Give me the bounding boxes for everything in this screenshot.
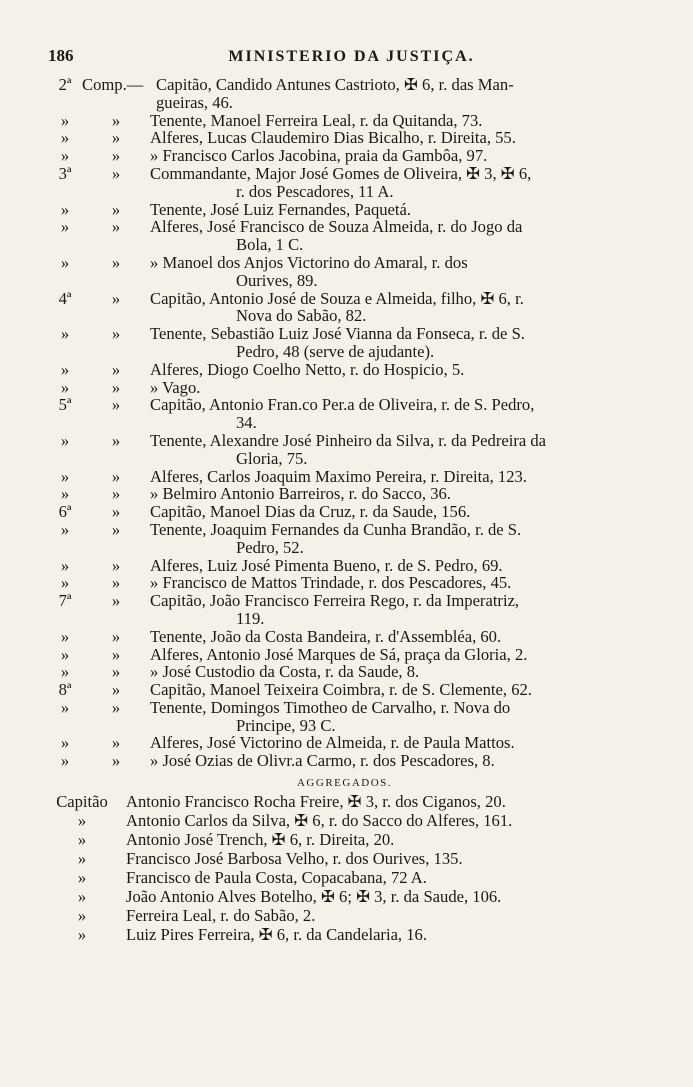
entry-continuation: Pedro, 52. — [236, 537, 304, 557]
company-marker: » — [111, 217, 121, 237]
officer-entry — [150, 379, 641, 397]
entry-continuation: Bola, 1 C. — [236, 235, 304, 255]
company-marker: » — [111, 146, 121, 166]
list-item — [48, 681, 641, 699]
rank-label: » — [77, 849, 87, 869]
entry-text: » Belmiro Antonio Barreiros, r. do Sacco, 36. — [150, 484, 451, 504]
entry-continuation: 34. — [236, 413, 257, 433]
entry-text: Tenente, Joaquim Fernandes da Cunha Brandão, r. de S. — [150, 519, 522, 539]
rank-label: » — [77, 924, 87, 944]
company-number: 2ª — [58, 75, 72, 94]
company-marker: » — [111, 662, 121, 682]
entry-text: » Francisco Carlos Jacobina, praia da Gambôa, 97. — [150, 146, 488, 166]
list-item — [48, 468, 641, 486]
officer-entry — [150, 290, 641, 326]
running-head: MINISTERIO DA JUSTIÇA. — [228, 48, 475, 65]
company-marker: » — [111, 502, 121, 522]
rank-label: » — [77, 811, 87, 831]
list-item — [48, 646, 641, 664]
officer-entry — [150, 325, 641, 361]
company-marker: » — [111, 359, 121, 379]
officer-entry — [150, 752, 641, 770]
entry-text: » Manoel dos Anjos Victorino do Amaral, r. dos — [150, 252, 468, 272]
page-header — [48, 46, 641, 72]
entry-text: Capitão, Manoel Dias da Cruz, r. da Saude, 156. — [150, 502, 471, 522]
entry-continuation: Ourives, 89. — [236, 270, 318, 290]
officer-entry: Antonio José Trench, ✠ 6, r. Direita, 20. — [126, 830, 395, 850]
officer-entry — [150, 129, 641, 147]
company-marker: » — [111, 377, 121, 397]
company-number: » — [60, 519, 70, 539]
entry-text: Alferes, Luiz José Pimenta Bueno, r. de S. Pedro, 69. — [150, 555, 503, 575]
list-item — [48, 592, 641, 628]
entry-continuation: Principe, 93 C. — [236, 715, 336, 735]
company-marker: » — [111, 128, 121, 148]
company-marker: » — [111, 199, 121, 219]
list-item — [48, 379, 641, 397]
rank-label: Capitão — [56, 792, 108, 812]
company-number: » — [60, 751, 70, 771]
officer-entry: Antonio Carlos da Silva, ✠ 6, r. do Sacco do Alferes, 161. — [126, 811, 513, 831]
company-number: » — [60, 199, 70, 219]
entry-text: Capitão, Antonio Fran.co Per.a de Oliveira, r. de S. Pedro, — [150, 395, 535, 415]
rank-label: » — [77, 868, 87, 888]
officer-entry: Francisco de Paula Costa, Copacabana, 72 A. — [126, 868, 427, 888]
list-item — [48, 76, 641, 112]
list-item — [48, 557, 641, 575]
officer-entry — [150, 663, 641, 681]
entry-text: » Francisco de Mattos Trindade, r. dos Pescadores, 45. — [150, 573, 512, 593]
list-item — [48, 361, 641, 379]
list-item — [48, 907, 641, 925]
entry-text: Tenente, Alexandre José Pinheiro da Silva, r. da Pedreira da — [150, 430, 547, 450]
company-number: 6ª — [58, 502, 72, 522]
list-item — [48, 574, 641, 592]
list-item — [48, 165, 641, 201]
entry-continuation: 119. — [236, 608, 265, 628]
company-marker: » — [111, 110, 121, 130]
company-number: » — [60, 484, 70, 504]
rank-label: » — [77, 830, 87, 850]
list-item — [48, 503, 641, 521]
list-item — [48, 793, 641, 811]
officer-entry — [150, 699, 641, 735]
company-number: 7ª — [58, 591, 72, 611]
company-marker: » — [111, 252, 121, 272]
company-number: » — [60, 128, 70, 148]
company-marker: » — [111, 626, 121, 646]
company-number: » — [60, 146, 70, 166]
entry-text: Alferes, Lucas Claudemiro Dias Bicalho, r. Direita, 55. — [150, 128, 516, 148]
entry-continuation: Gloria, 75. — [236, 448, 308, 468]
officer-entry — [150, 254, 641, 290]
list-item — [48, 850, 641, 868]
officer-entry: Francisco José Barbosa Velho, r. dos Ourives, 135. — [126, 849, 463, 869]
entry-continuation: Pedro, 48 (serve de ajudante). — [236, 341, 435, 361]
company-number: » — [60, 733, 70, 753]
entry-text: Alferes, José Francisco de Souza Almeida, r. do Jogo da — [150, 217, 523, 237]
officer-entry — [150, 396, 641, 432]
list-item — [48, 663, 641, 681]
list-item — [48, 869, 641, 887]
entry-text: Capitão, Antonio José de Souza e Almeida, filho, ✠ 6, r. — [150, 288, 524, 308]
entry-text: Capitão, Manoel Teixeira Coimbra, r. de S. Clemente, 62. — [150, 680, 532, 700]
entry-text: Alferes, Carlos Joaquim Maximo Pereira, r. Direita, 123. — [150, 466, 527, 486]
list-item — [48, 752, 641, 770]
list-item — [48, 290, 641, 326]
company-marker: » — [111, 680, 121, 700]
officer-entry — [150, 592, 641, 628]
entry-text: Commandante, Major José Gomes de Oliveira, ✠ 3, ✠ 6, — [150, 163, 532, 183]
company-marker: » — [111, 751, 121, 771]
company-number: » — [60, 644, 70, 664]
company-marker: Comp.— — [82, 75, 144, 94]
list-item — [48, 325, 641, 361]
officer-entry — [150, 574, 641, 592]
list-item — [48, 432, 641, 468]
company-number: » — [60, 377, 70, 397]
officer-entry — [150, 646, 641, 664]
list-item — [48, 129, 641, 147]
entry-text: Capitão, Candido Antunes Castrioto, ✠ 6, r. das Man- — [156, 75, 514, 94]
company-number: » — [60, 662, 70, 682]
aggregados-list — [48, 793, 641, 944]
officer-entry — [150, 432, 641, 468]
rank-label: » — [77, 905, 87, 925]
list-item — [48, 396, 641, 432]
officer-entry — [150, 734, 641, 752]
company-marker: » — [111, 430, 121, 450]
list-item — [48, 254, 641, 290]
list-item — [48, 201, 641, 219]
company-number: » — [60, 466, 70, 486]
entry-continuation: Nova do Sabão, 82. — [236, 306, 367, 326]
list-item — [48, 699, 641, 735]
entry-text: » Vago. — [150, 377, 201, 397]
company-marker: » — [111, 163, 121, 183]
company-number: » — [60, 697, 70, 717]
company-number: 8ª — [58, 680, 72, 700]
company-marker: » — [111, 324, 121, 344]
company-marker: » — [111, 519, 121, 539]
officer-entry — [150, 468, 641, 486]
company-number: » — [60, 626, 70, 646]
officer-entry — [150, 201, 641, 219]
officer-entry — [150, 503, 641, 521]
entry-text: » José Custodio da Costa, r. da Saude, 8. — [150, 662, 420, 682]
company-number: » — [60, 573, 70, 593]
officer-entry — [150, 521, 641, 557]
list-item — [48, 147, 641, 165]
list-item — [48, 926, 641, 944]
company-number: » — [60, 430, 70, 450]
company-number: » — [60, 252, 70, 272]
officer-entry — [150, 361, 641, 379]
entry-text: Capitão, João Francisco Ferreira Rego, r. da Imperatriz, — [150, 591, 520, 611]
company-marker: » — [111, 573, 121, 593]
officer-entry — [150, 628, 641, 646]
entry-text: Tenente, João da Costa Bandeira, r. d'Assembléa, 60. — [150, 626, 502, 646]
officer-entry — [150, 147, 641, 165]
company-number: » — [60, 217, 70, 237]
entry-continuation: gueiras, 46. — [156, 92, 233, 112]
entry-text: Alferes, Antonio José Marques de Sá, praça da Gloria, 2. — [150, 644, 528, 664]
company-marker: » — [111, 697, 121, 717]
officer-entry — [150, 112, 641, 130]
company-marker: » — [111, 591, 121, 611]
entry-continuation: r. dos Pescadores, 11 A. — [236, 181, 394, 201]
entry-text: Tenente, Domingos Timotheo de Carvalho, r. Nova do — [150, 697, 511, 717]
company-number: 4ª — [58, 288, 72, 308]
company-marker: » — [111, 484, 121, 504]
officer-entry — [150, 165, 641, 201]
company-marker: » — [111, 288, 121, 308]
company-marker: » — [111, 644, 121, 664]
list-item — [48, 831, 641, 849]
list-item — [48, 485, 641, 503]
company-number: » — [60, 555, 70, 575]
officer-entry: João Antonio Alves Botelho, ✠ 6; ✠ 3, r. da Saude, 106. — [126, 887, 502, 906]
page-number: 186 — [48, 46, 74, 65]
company-marker: » — [111, 395, 121, 415]
rank-label: » — [77, 887, 87, 906]
company-marker: » — [111, 733, 121, 753]
officer-entry — [150, 681, 641, 699]
officer-entry: Antonio Francisco Rocha Freire, ✠ 3, r. dos Ciganos, 20. — [126, 792, 506, 812]
entry-text: » José Ozias de Olivr.a Carmo, r. dos Pescadores, 8. — [150, 751, 495, 771]
officer-entry — [150, 557, 641, 575]
entry-text: Tenente, Manoel Ferreira Leal, r. da Quitanda, 73. — [150, 110, 483, 130]
company-number: 5ª — [58, 395, 72, 415]
list-item — [48, 112, 641, 130]
list-item — [48, 734, 641, 752]
list-item — [48, 888, 641, 906]
officer-entry: Ferreira Leal, r. do Sabão, 2. — [126, 905, 316, 925]
entry-text: Alferes, Diogo Coelho Netto, r. do Hospicio, 5. — [150, 359, 465, 379]
company-number: » — [60, 359, 70, 379]
company-number: » — [60, 110, 70, 130]
entry-text: Tenente, Sebastião Luiz José Vianna da Fonseca, r. de S. — [150, 324, 525, 344]
list-item — [48, 218, 641, 254]
entry-text: Alferes, José Victorino de Almeida, r. de Paula Mattos. — [150, 733, 515, 753]
company-number: » — [60, 324, 70, 344]
officer-entry: Luiz Pires Ferreira, ✠ 6, r. da Candelaria, 16. — [126, 924, 427, 944]
section-title-aggregados: AGGREGADOS. — [296, 777, 393, 790]
company-marker: » — [111, 466, 121, 486]
entry-text: Tenente, José Luiz Fernandes, Paquetá. — [150, 199, 412, 219]
list-item — [48, 521, 641, 557]
officer-entry — [156, 76, 641, 112]
list-item — [48, 628, 641, 646]
officer-entry — [150, 485, 641, 503]
company-marker: » — [111, 555, 121, 575]
company-list — [48, 76, 641, 770]
list-item — [48, 812, 641, 830]
company-number: 3ª — [58, 163, 72, 183]
officer-entry — [150, 218, 641, 254]
